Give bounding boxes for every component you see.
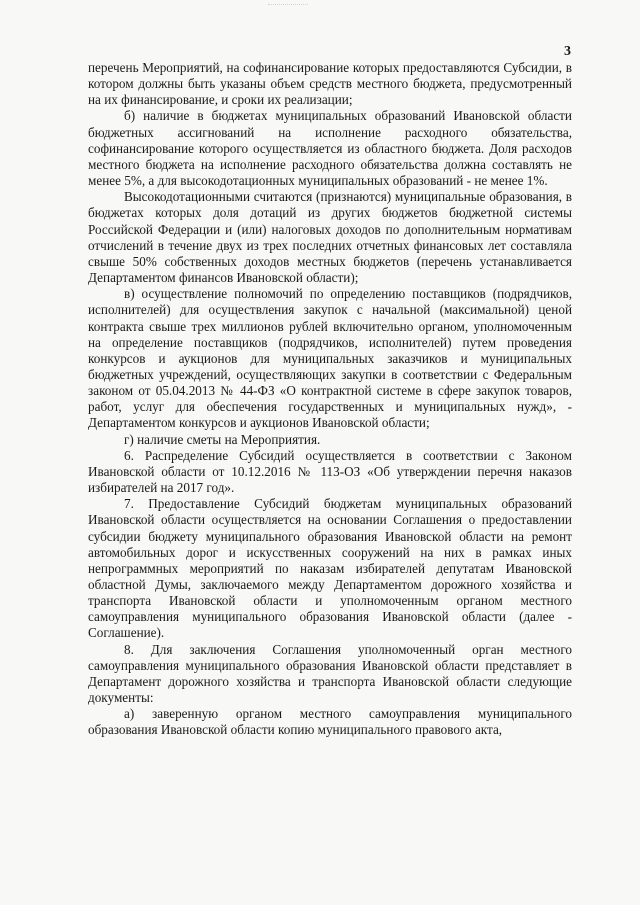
paragraph-list-continuation: перечень Мероприятий, на софинансирование которых предоставляются Субсидии, в котором должны быть указаны объем средств местного бюджета, предусмотренный на их финансирование, и сроки их реализации; [88, 60, 572, 108]
paragraph-item-b: б) наличие в бюджетах муниципальных образований Ивановской области бюджетных ассигнований на исполнение расходного обязательства, софинансирование которого осуществляется из областного бюджета. Доля расходов местного бюджета на исполнение расходного обязательства должна составлять не менее 5%, а для высокодотационных муниципальных образований - не менее 1%. [88, 108, 572, 189]
paragraph-high-subsidy-definition: Высокодотационными считаются (признаются) муниципальные образования, в бюджетах которых доля дотаций из других бюджетов бюджетной системы Российской Федерации и (или) налоговых доходов по дополнительным нормативам отчислений в течение двух из трех последних отчетных финансовых лет составляла свыше 50% собственных доходов местных бюджетов (перечень устанавливается Департаментом финансов Ивановской области); [88, 189, 572, 286]
paragraph-section-6: 6. Распределение Субсидий осуществляется в соответствии с Законом Ивановской области от 10.12.2016 № 113-ОЗ «Об утверждении перечня наказов избирателей на 2017 год». [88, 447, 572, 496]
paragraph-section-8: 8. Для заключения Соглашения уполномоченный орган местного самоуправления муниципального образования Ивановской области представляет в Департамент дорожного хозяйства и транспорта Ивановской области следующие документы: [88, 641, 572, 706]
page-number: 3 [564, 44, 571, 59]
paragraph-item-a: а) заверенную органом местного самоуправления муниципального образования Ивановской области копию муниципального правового акта, [88, 706, 572, 738]
document-body [88, 60, 572, 739]
paragraph-section-7: 7. Предоставление Субсидий бюджетам муниципальных образований Ивановской области осуществляется на основании Соглашения о предоставлении субсидии бюджету муниципального образования Ивановской области на ремонт автомобильных дорог и искусственных сооружений на них в рамках иных непрограммных мероприятий по наказам избирателей депутатам Ивановской областной Думы, заключаемого между Департаментом дорожного хозяйства и транспорта Ивановской области и уполномоченным органом местного самоуправления муниципального образования Ивановской области (далее - Соглашение). [88, 496, 572, 641]
paragraph-item-v: в) осуществление полномочий по определению поставщиков (подрядчиков, исполнителей) для осуществления закупок с начальной (максимальной) ценой контракта свыше трех миллионов рублей включительно органом, уполномоченным на определение поставщиков (подрядчиков, исполнителей) путем проведения конкурсов и аукционов для муниципальных заказчиков и муниципальных бюджетных учреждений, осуществляющих закупки в соответствии с Федеральным законом от 05.04.2013 № 44-ФЗ «О контрактной системе в сфере закупок товаров, работ, услуг для обеспечения государственных и муниципальных нужд», - Департаментом конкурсов и аукционов Ивановской области; [88, 286, 572, 431]
scan-artifact [268, 4, 308, 11]
paragraph-item-g: г) наличие сметы на Мероприятия. [124, 431, 321, 447]
